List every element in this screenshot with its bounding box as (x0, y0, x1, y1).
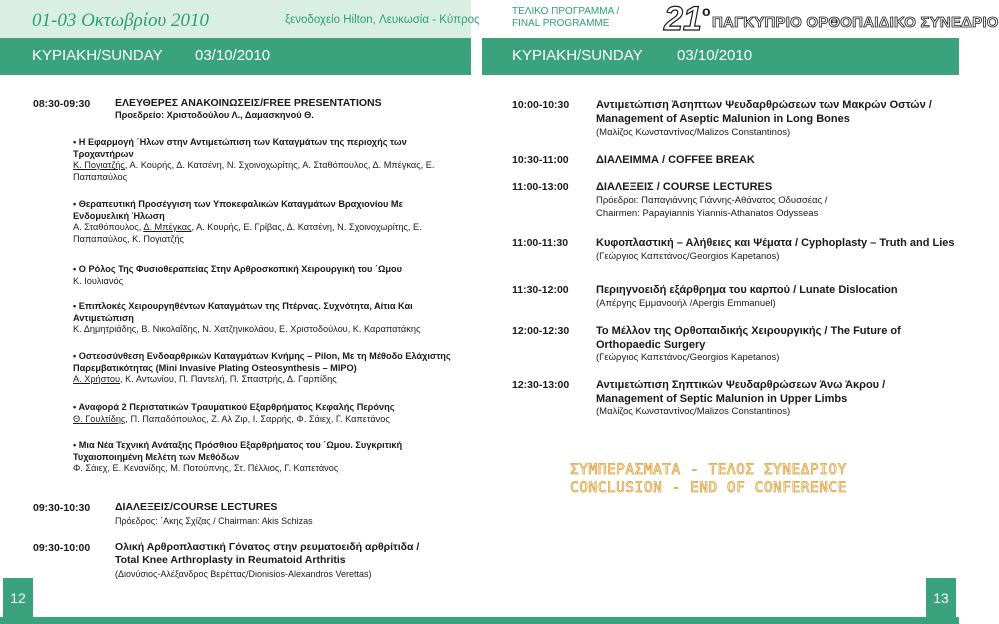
bottom-rule (0, 617, 959, 624)
right-day-date: 03/10/2010 (677, 47, 753, 64)
lecture-title-greek: Αντιμετώπιση Άσηπτων Ψευδαρθρώσεων των Μακρών Οστών / (596, 99, 932, 111)
co-authors: , Α. Κουρής, Ε. Γρίβας, Δ. Κατσένη, Ν. Σχοινοχωρίτης, Ε. Παπαπαύλος, Κ. Πογιατζής (73, 222, 422, 244)
session-title: ΔΙΑΛΕΞΕΙΣ/COURSE LECTURES (115, 501, 278, 513)
lecture-time: 11:00-11:30 (512, 237, 569, 249)
presentation-title: • Θεραπευτική Προσέγγιση των Υποκεφαλικών Καταγμάτων Βραχιονίου Με Ενδομυελική Ήλωση (73, 199, 453, 222)
conference-dates: 01-03 Οκτωβρίου 2010 (32, 10, 209, 31)
lecture-title-english: Management of Septic Malunion in Upper Limbs (596, 393, 848, 405)
program-label-greek: ΤΕΛΙΚΟ ΠΡΟΓΡΑΜΜΑ / (512, 6, 620, 17)
lecture-time: 09:30-10:00 (33, 542, 91, 554)
conclusion-greek: ΣΥΜΠΕΡΑΣΜΑΤΑ - ΤΕΛΟΣ ΣΥΝΕΔΡΙΟΥ (570, 462, 847, 478)
presentation-5 (73, 351, 453, 386)
co-authors: , Κ. Αντωνίου, Π. Παντελή, Π. Σπαστρής, Δ. Γαρπίδης (120, 374, 337, 385)
presentation-title: • Ο Ρόλος Της Φυσιοθεραπείας Στην Αρθροσκοπική Χειρουργική του ΄Ωμου (73, 264, 453, 276)
left-day-date: 03/10/2010 (195, 47, 271, 64)
presenting-author: Κ. Πογιατζής (73, 160, 125, 171)
lecture-time: 11:30-12:00 (512, 284, 569, 296)
presentation-2 (73, 199, 453, 245)
presentation-authors: Κ. Ιουλιανός (73, 275, 123, 286)
program-label-english: FINAL PROGRAMME (512, 18, 610, 29)
presentation-title: • Αναφορά 2 Περιστατικών Τραυματικού Εξαρθρήματος Κεφαλής Περόνης (73, 402, 453, 414)
left-day-label: ΚΥΡΙΑΚΗ/SUNDAY (32, 47, 163, 64)
conclusion-banner (570, 461, 847, 497)
presentation-title: • Οστεοσύνθεση Ενδοαρθρικών Καταγμάτων Κνήμης – Pilon, Με τη Μέθοδο Ελάχιστης Παρεμβατικότητας (Mini Invasive Plating Osteosynthesis – MIPO) (73, 351, 453, 374)
page-number-right: 13 (926, 578, 956, 618)
lecture-speaker: (Απέργης Εμμανουήλ /Apergis Emmanuel) (596, 298, 776, 309)
session-chair: Προεδρείο: Χριστοδούλου Λ., Δαμασκηνού Θ. (115, 110, 314, 120)
lecture-speaker: (Διονύσιος-Αλέξανδρος Βερέττας/Dionisios-Alexandros Verettas) (115, 569, 372, 579)
congress-number: 21 (664, 0, 702, 38)
break-title: ΔΙΑΛΕΙΜΜΑ / COFFEE BREAK (596, 154, 755, 166)
lecture-title-english: Management of Aseptic Malunion in Long Bones (596, 113, 850, 125)
presentation-3 (73, 264, 453, 287)
conclusion-english: CONCLUSION - END OF CONFERENCE (570, 480, 847, 496)
presenting-author: Θ. Γουλτίδης (73, 413, 126, 424)
presentation-7 (73, 440, 453, 475)
page-number-left: 12 (3, 578, 33, 618)
presentation-title: • Μια Νέα Τεχνική Ανάταξης Πρόσθιου Εξαρθρήματος του ΄Ωμου. Συγκριτική Τυχαιοποιημένη Μελέτη των Μεθόδων (73, 440, 453, 463)
break-time: 10:30-11:00 (512, 154, 569, 166)
presentation-6 (73, 402, 453, 425)
session-time: 09:30-10:30 (33, 502, 91, 514)
session-chair: Πρόεδρος: ΄Ακης Σχίζας / Chairman: Akis Schizas (115, 516, 313, 526)
co-authors: , Α. Κουρής, Δ. Κατσένη, Ν. Σχοινοχωρίτης, Α. Σταθόπουλος, Δ. Μπέγκας, Ε. Παπαπαύλος (73, 160, 435, 182)
presentation-title: • Η Εφαρμογή ΄Ηλων στην Αντιμετώπιση των Καταγμάτων της περιοχής των Τροχαντήρων (73, 137, 453, 160)
lecture-speaker: (Γεώργιος Καπετάνος/Georgios Kapetanos) (596, 251, 780, 262)
lecture-title-greek: Ολική Αρθροπλαστική Γόνατος στην ρευματοειδή αρθρίτιδα / (115, 541, 420, 553)
presentation-authors (73, 160, 453, 183)
session-time: 08:30-09:30 (33, 98, 91, 110)
lecture-speaker: (Μαλίζος Κωνσταντίνος/Malizos Constantinos) (596, 406, 791, 417)
lecture-speaker: (Γεώργιος Καπετάνος/Georgios Kapetanos) (596, 352, 780, 363)
right-day-label: ΚΥΡΙΑΚΗ/SUNDAY (512, 47, 643, 64)
presentation-authors (73, 374, 453, 386)
lecture-title-english: Total Knee Arthroplasty in Reumatoid Arthritis (115, 554, 346, 566)
congress-name: ΠΑΓΚΥΠΡΙΟ ΟΡΘΟΠΑΙΔΙΚΟ ΣΥΝΕΔΡΙΟ (712, 14, 999, 31)
presentation-4 (73, 301, 453, 336)
congress-ordinal: ο (702, 3, 711, 19)
presenting-author: Α. Χρήστου (73, 374, 121, 385)
session-title: ΕΛΕΥΘΕΡΕΣ ΑΝΑΚΟΙΝΩΣΕΙΣ/FREE PRESENTATIONS (115, 97, 382, 109)
co-authors: Α. Σταθόπουλος, (73, 222, 144, 233)
presentation-authors: Κ. Δημητριάδης, Β. Νικολαΐδης, Ν. Χατζηνικολάου, Ε. Χριστοδούλου, Κ. Καραπατάκης (73, 324, 421, 335)
lecture-time: 12:00-12:30 (512, 325, 570, 337)
session-chair-greek: Πρόεδροι: Παπαγιάννης Γιάννης-Αθάνατος Οδυσσέας / (596, 195, 828, 206)
lecture-title-line2: Orthopaedic Surgery (596, 339, 706, 351)
lecture-time: 12:30-13:00 (512, 379, 570, 391)
session-title: ΔΙΑΛΕΞΕΙΣ / COURSE LECTURES (596, 181, 773, 193)
session-time: 11:00-13:00 (512, 181, 569, 193)
presentation-authors: Φ. Σάιεχ, Ε. Κενανίδης, Μ. Ποτούπνης, Στ. Πέλλιος, Γ. Καπετάνος (73, 463, 339, 474)
presenting-author: Δ. Μπέγκας (143, 222, 192, 233)
lecture-title-line1: Το Μέλλον της Ορθοπαιδικής Χειρουργικής / The Future of (596, 325, 901, 337)
lecture-time: 10:00-10:30 (512, 99, 570, 111)
presentation-authors (73, 414, 453, 426)
presentation-1 (73, 137, 453, 183)
co-authors: , Π. Παπαδόπουλος, Ζ. Αλ Ζιρ, Ι. Σαρρής, Φ. Σάιεχ, Γ. Καπετάνος (125, 413, 390, 424)
lecture-title: Κυφοπλαστική – Αλήθειες και Ψέματα / Cyphoplasty – Truth and Lies (596, 237, 955, 249)
conference-venue: ξενοδοχείο Hilton, Λευκωσία - Κύπρος (285, 14, 480, 26)
lecture-title-greek: Αντιμετώπιση Σηπτικών Ψευδαρθρώσεων Άνω Άκρου / (596, 379, 886, 391)
lecture-speaker: (Μαλίζος Κωνσταντίνος/Malizos Constantinos) (596, 127, 791, 138)
program-label (512, 6, 619, 30)
lecture-title: Περιηγνοειδή εξάρθρημα του καρπού / Lunate Dislocation (596, 284, 898, 296)
presentation-title: • Επιπλοκές Χειρουργηθέντων Καταγμάτων της Πτέρνας. Συχνότητα, Αίτια Και Αντιμετώπιση (73, 301, 453, 324)
presentation-authors (73, 222, 453, 245)
session-chair-english: Chairmen: Papayiannis Yiannis-Athanatos Odysseas (596, 208, 819, 219)
